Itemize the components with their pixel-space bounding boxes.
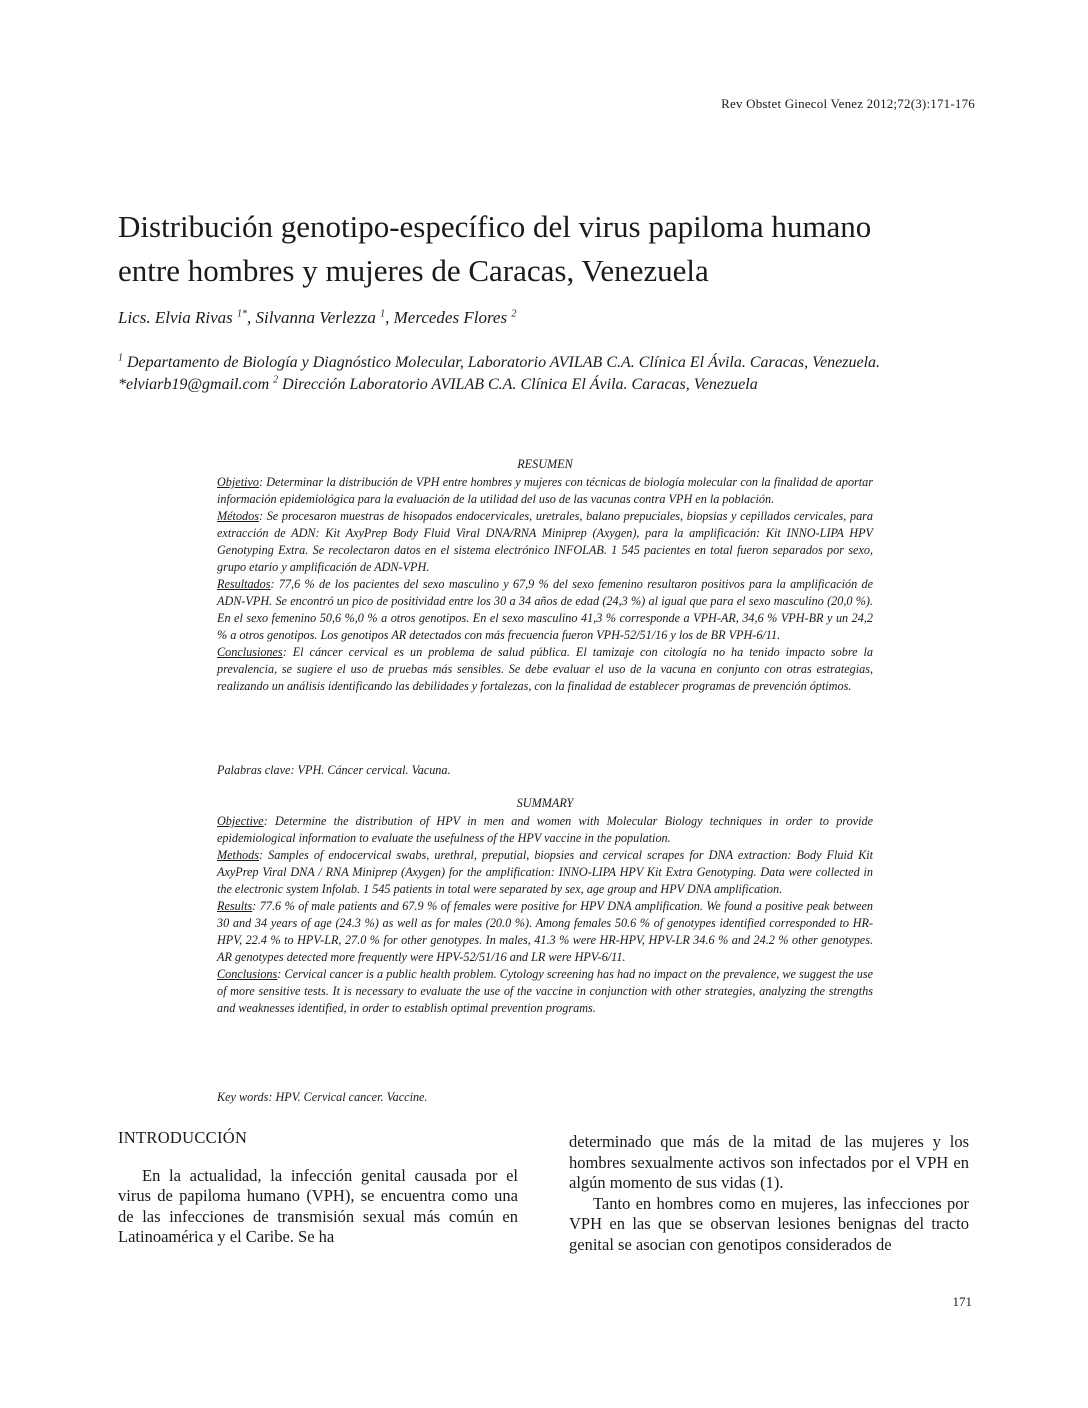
resumen-section <box>217 456 873 695</box>
body-column-right <box>569 1132 969 1255</box>
title-line-1: Distribución genotipo-específico del virus papiloma humano <box>118 209 872 244</box>
resumen-objetivo <box>217 474 873 508</box>
summary-heading: SUMMARY <box>516 796 574 810</box>
resumen-conclusiones-text: : El cáncer cervical es un problema de salud pública. El tamizaje con citología no ha tenido impacto sobre la prevalencia, se sugiere el uso de pruebas más sensibles. Se debe evaluar el uso de la vacuna en conjunto con otras estrategias, realizando un análisis identificando las debilidades y fortalezas, con la finalidad de establecer programas de prevención óptimos. <box>217 645 873 693</box>
affil-2-marker: 2 <box>273 374 279 386</box>
affil-2-text: Dirección Laboratorio AVILAB C.A. Clínica El Ávila. Caracas, Venezuela <box>278 376 758 393</box>
affil-1-marker: 1 <box>118 352 123 364</box>
journal-reference: Rev Obstet Ginecol Venez 2012;72(3):171-176 <box>721 96 975 111</box>
summary-results <box>217 898 873 966</box>
resumen-conclusiones-label: Conclusiones <box>217 645 283 659</box>
summary-methods-label: Methods <box>217 848 259 862</box>
affil-1-text: Departamento de Biología y Diagnóstico Molecular, Laboratorio AVILAB C.A. Clínica El Ávila. Caracas, Venezuela. *elviarb19@gmail.com <box>118 354 881 393</box>
intro-paragraph-1-continued: determinado que más de la mitad de las mujeres y los hombres sexualmente activos son infectados por el VPH en algún momento de sus vidas (1). <box>569 1132 969 1192</box>
summary-results-text: : 77.6 % of male patients and 67.9 % of females were positive for HPV DNA amplification. We found a positive peak between 30 and 34 years of age (24.3 %) as well as for males (20.0 %). Among females 50.6 % of genotypes identified corresponded to HR-HPV, 22.4 % to HPV-LR, 27.0 % for other genotypes. In males, 41.3 % were HR-HPV, HPV-LR 34.6 % and 24.2 % other genotypes. AR genotypes detected more frequently were HPV-52/51/16 and LR were HPV-6/11. <box>217 899 873 964</box>
summary-objective-label: Objective <box>217 814 264 828</box>
resumen-resultados-text: : 77,6 % de los pacientes del sexo masculino y 67,9 % del sexo femenino resultaron positivos para la amplificación de ADN-VPH. Se encontró un pico de positividad entre los 30 a 34 años de edad (24,3 %) al igual que para el sexo masculino (20,0 %). En el sexo femenino 50,6 %,0 % a otros genotipos. En el sexo masculino 41,3 % corresponde a VPH-AR, 34,6 % VPH-BR y un 24,2 % a otros genotipos. Los genotipos AR detectados con más frecuencia fueron VPH-52/51/16 y los de BR VPH-6/11. <box>217 577 873 642</box>
author-1: Lics. Elvia Rivas <box>118 308 237 327</box>
summary-objective <box>217 813 873 847</box>
author-2-affil-marker: 1 <box>380 308 386 320</box>
resumen-resultados <box>217 576 873 644</box>
resumen-objetivo-text: : Determinar la distribución de VPH entre hombres y mujeres con técnicas de biología molecular con la finalidad de aportar información epidemiológica para la evaluación de la utilidad del uso de las vacunas contra VPH en la población. <box>217 475 873 506</box>
author-3-affil-marker: 2 <box>511 308 517 320</box>
resumen-metodos-text: : Se procesaron muestras de hisopados endocervicales, uretrales, balano prepuciales, biopsias y cepillados cervicales, para extracción de ADN: Kit AxyPrep Body Fluid Viral DNA/RNA Miniprep (Axygen), para la amplificación: Kit INNO-LIPA HPV Genotyping Extra. Se recolectaron datos en el sistema electrónico INFOLAB. 1 545 pacientes en total fueron separados por sexo, grupo etario y amplificación de ADN-VPH. <box>217 509 873 574</box>
article-title <box>118 205 998 293</box>
summary-conclusions-label: Conclusions <box>217 967 278 981</box>
resumen-heading: RESUMEN <box>517 457 573 471</box>
summary-methods-text: : Samples of endocervical swabs, urethral, preputial, biopsies and cervical scrapes for DNA extraction: Body Fluid Kit AxyPrep Viral DNA / RNA Miniprep (Axygen) for the amplification: INNO-LIPA HPV Kit Extra Genotyping. Data were collected in the electronic system Infolab. 1 545 patients in total were separated by sex, age group and HPV DNA amplification. <box>217 848 873 896</box>
summary-methods <box>217 847 873 898</box>
author-list <box>118 308 516 328</box>
resumen-metodos-label: Métodos <box>217 509 259 523</box>
title-line-2: entre hombres y mujeres de Caracas, Venezuela <box>118 253 709 288</box>
author-2: , Silvanna Verlezza <box>246 308 381 327</box>
key-words: Key words: HPV. Cervical cancer. Vaccine. <box>217 1090 428 1104</box>
resumen-conclusiones <box>217 644 873 695</box>
intro-paragraph-2: Tanto en hombres como en mujeres, las infecciones por VPH en las que se observan lesiones benignas del tracto genital se asocian con genotipos considerados de <box>569 1193 969 1254</box>
summary-section <box>217 795 873 1017</box>
resumen-objetivo-label: Objetivo <box>217 475 259 489</box>
introduction-heading: INTRODUCCIÓN <box>118 1128 248 1147</box>
resumen-resultados-label: Resultados <box>217 577 271 591</box>
author-1-affil-marker: 1* <box>236 308 247 320</box>
summary-conclusions-text: : Cervical cancer is a public health problem. Cytology screening has had no impact on the prevalence, we suggest the use of more sensitive tests. It is necessary to evaluate the use of the vaccine in conjunction with other strategies, analyzing the strengths and weaknesses identified, in order to establish optimal prevention programs. <box>217 967 873 1015</box>
summary-results-label: Results <box>217 899 253 913</box>
affiliations <box>118 352 978 396</box>
body-column-left <box>118 1128 518 1248</box>
summary-objective-text: : Determine the distribution of HPV in men and women with Molecular Biology techniques in order to provide epidemiological information to evaluate the usefulness of the HPV vaccine in the population. <box>217 814 873 845</box>
author-3: , Mercedes Flores <box>385 308 512 327</box>
page-number: 171 <box>952 1294 972 1309</box>
resumen-metodos <box>217 508 873 576</box>
summary-conclusions <box>217 966 873 1017</box>
palabras-clave: Palabras clave: VPH. Cáncer cervical. Vacuna. <box>217 763 451 777</box>
intro-paragraph-1: En la actualidad, la infección genital causada por el virus de papiloma humano (VPH), se encuentra como una de las infecciones de transmisión sexual más común en Latinoamérica y el Caribe. Se ha <box>118 1165 518 1246</box>
